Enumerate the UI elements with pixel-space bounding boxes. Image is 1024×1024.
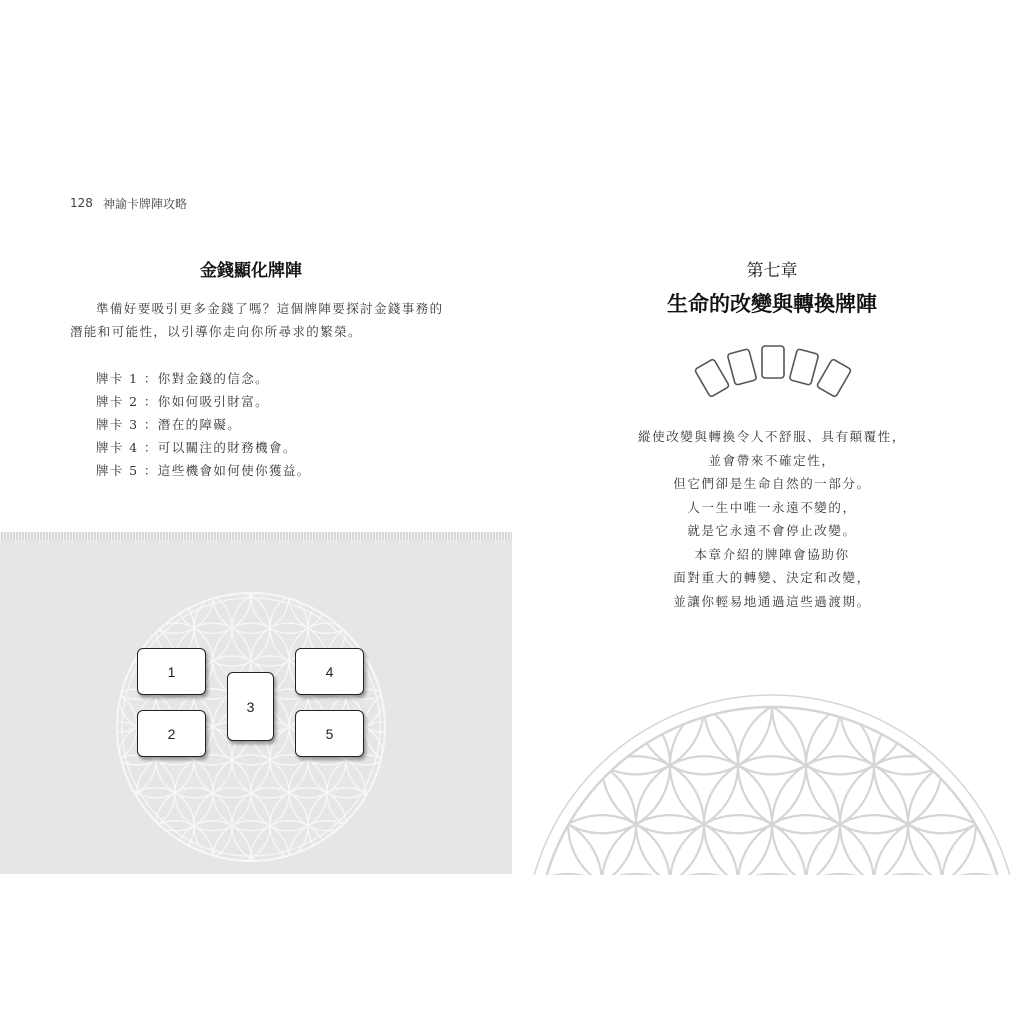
poem-line: 並會帶來不確定性， <box>708 452 836 468</box>
poem-line: 並讓你輕易地通過這些過渡期。 <box>673 593 871 609</box>
page-number: 128 <box>70 196 93 210</box>
intro-line-2: 潛能和可能性，以引導你走向你所尋求的繁榮。 <box>70 324 362 339</box>
spread-card-4 <box>295 648 364 695</box>
card-meaning-5: 牌卡 5 ：這些機會如何使你獲益。 <box>96 463 311 478</box>
chapter-label: 第七章 <box>746 261 798 281</box>
flower-of-life-arc-icon <box>520 680 1024 875</box>
section-title: 金錢顯化牌陣 <box>200 261 302 281</box>
card-number: 5 <box>325 725 334 742</box>
poem-line: 但它們卻是生命自然的一部分。 <box>673 476 871 491</box>
card-meaning-1: 牌卡 1 ：你對金錢的信念。 <box>96 371 270 386</box>
poem-line: 縱使改變與轉換令人不舒服、具有顛覆性， <box>638 429 906 444</box>
card-meaning-4: 牌卡 4 ：可以關注的財務機會。 <box>96 440 297 455</box>
card-fan-icon <box>690 338 860 400</box>
card-number: 1 <box>167 663 176 680</box>
spread-card-1 <box>137 648 206 695</box>
running-title: 神諭卡牌陣攻略 <box>103 197 188 211</box>
poem-line: 本章介紹的牌陣會協助你 <box>694 546 850 562</box>
poem-line: 人一生中唯一永遠不變的， <box>687 499 857 515</box>
intro-line-1: 準備好要吸引更多金錢了嗎？這個牌陣要探討金錢事務的 <box>96 301 444 316</box>
card-meaning-2: 牌卡 2 ：你如何吸引財富。 <box>96 394 270 409</box>
spread-card-2 <box>137 710 206 757</box>
card-number: 4 <box>325 663 334 680</box>
card-number: 3 <box>246 698 255 715</box>
spread-card-5 <box>295 710 364 757</box>
poem-line: 就是它永遠不會停止改變。 <box>687 523 857 538</box>
spread-card-3 <box>227 672 274 741</box>
panel-stripe <box>0 532 512 540</box>
poem-line: 面對重大的轉變、決定和改變， <box>673 570 871 585</box>
card-meaning-3: 牌卡 3 ：潛在的障礙。 <box>96 417 242 432</box>
chapter-title: 生命的改變與轉換牌陣 <box>667 291 877 316</box>
chapter-intro-poem <box>600 425 944 613</box>
card-number: 2 <box>167 725 176 742</box>
